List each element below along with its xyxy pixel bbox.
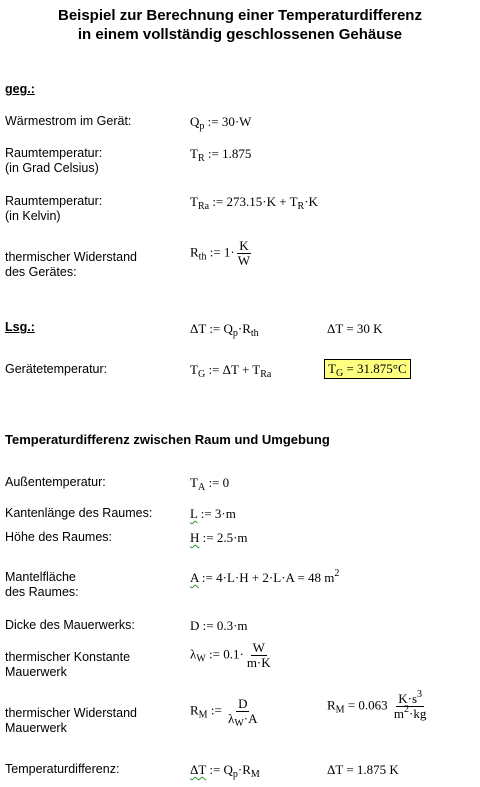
eq-tra: $T_{Ra}$ := $273.15\cdot K + T_R\cdot K$ [190, 194, 318, 212]
eq-tr: $T_R$ := 1.875 [190, 146, 252, 164]
val-tr: 1.875 [222, 146, 252, 161]
eq-a: A := 4·L·H + 2·L·A = 48 $m^2$ [190, 568, 340, 585]
eq-dt2: ΔT := $Q_p\cdot R_M$ [190, 762, 260, 780]
eq-tg: $T_G$ := $\Delta T + T_{Ra}$ [190, 362, 272, 380]
val-rm: 0.063 [358, 697, 388, 713]
label-geraetetemp: Gerätetemperatur: [5, 362, 108, 376]
eq-l: L := 3·m [190, 506, 236, 521]
eq-qp: $Q_p$ := 30·W [190, 114, 252, 132]
result-dt2: ΔT = 1.875 K [327, 762, 399, 777]
val-d: 0.3 [216, 618, 234, 633]
val-h: 2.5 [216, 530, 234, 545]
page-title-line1: Beispiel zur Berechnung einer Temperaturdifferenz [58, 7, 422, 24]
val-dt: 30 [356, 321, 370, 336]
result-tg-highlight: $T_G = 31.875^\circ C$ [324, 359, 411, 379]
val-dt2: 1.875 [356, 762, 387, 777]
eq-ta: $T_A$ := 0 [190, 475, 230, 493]
solution-heading: Lsg.: [5, 320, 35, 334]
val-tg: 31.875 [357, 361, 393, 376]
label-kantenlaenge: Kantenlänge des Raumes: [5, 506, 153, 520]
label-raumtemp-kelvin-b: (in Kelvin) [5, 209, 61, 223]
label-rth-b: des Gerätes: [5, 265, 77, 279]
label-raumtemp-celsius-b: (in Grad Celsius) [5, 161, 99, 175]
label-dicke: Dicke des Mauerwerks: [5, 618, 135, 632]
section2-heading: Temperaturdifferenz zwischen Raum und Umgebung [5, 432, 330, 447]
eq-rth: $R_{th}$ := 1· $\frac{K}{W}$ [190, 238, 251, 268]
label-rm-a: thermischer Widerstand [5, 706, 137, 720]
eq-d: D := 0.3·m [190, 618, 248, 633]
result-dt: ΔT = 30 K [327, 321, 383, 336]
label-hoehe: Höhe des Raumes: [5, 530, 113, 544]
val-ta: 0 [222, 475, 230, 490]
page-title-line2: in einem vollständig geschlossenen Gehäuse [77, 26, 403, 43]
label-waermestrom: Wärmestrom im Gerät: [5, 114, 132, 128]
label-rm-b: Mauerwerk [5, 721, 67, 735]
result-rm: $R_M = 0.063$ $\frac{K\cdot s^3}{m^2\cdot kg}$ [327, 689, 427, 721]
label-mantel-a: Mantelfläche [5, 570, 76, 584]
val-a: 48 [308, 570, 322, 585]
label-mantel-b: des Raumes: [5, 585, 79, 599]
label-lambda-a: thermischer Konstante [5, 650, 131, 664]
label-tempdiff: Temperaturdifferenz: [5, 762, 120, 776]
given-heading: geg.: [5, 82, 35, 96]
val-lambda: 0.1 [223, 646, 240, 662]
val-rth: 1 [223, 244, 231, 260]
label-raumtemp-celsius-a: Raumtemperatur: [5, 146, 103, 160]
label-lambda-b: Mauerwerk [5, 665, 67, 679]
eq-rm: $R_M$ := $\frac{D}{\lambda_W\cdot A}$ [190, 696, 258, 729]
val-qp: 30 [221, 114, 235, 129]
val-tra-const: 273.15 [226, 194, 263, 209]
eq-dt: ΔT := $Q_p\cdot R_{th}$ [190, 321, 259, 339]
val-l: 3 [214, 506, 222, 521]
eq-h: H := 2.5·m [190, 530, 248, 545]
eq-lambda: $\lambda_W$ := 0.1· $\frac{W}{m\cdot K}$ [190, 640, 271, 670]
label-aussentemp: Außentemperatur: [5, 475, 106, 489]
label-raumtemp-kelvin-a: Raumtemperatur: [5, 194, 103, 208]
label-rth-a: thermischer Widerstand [5, 250, 137, 264]
